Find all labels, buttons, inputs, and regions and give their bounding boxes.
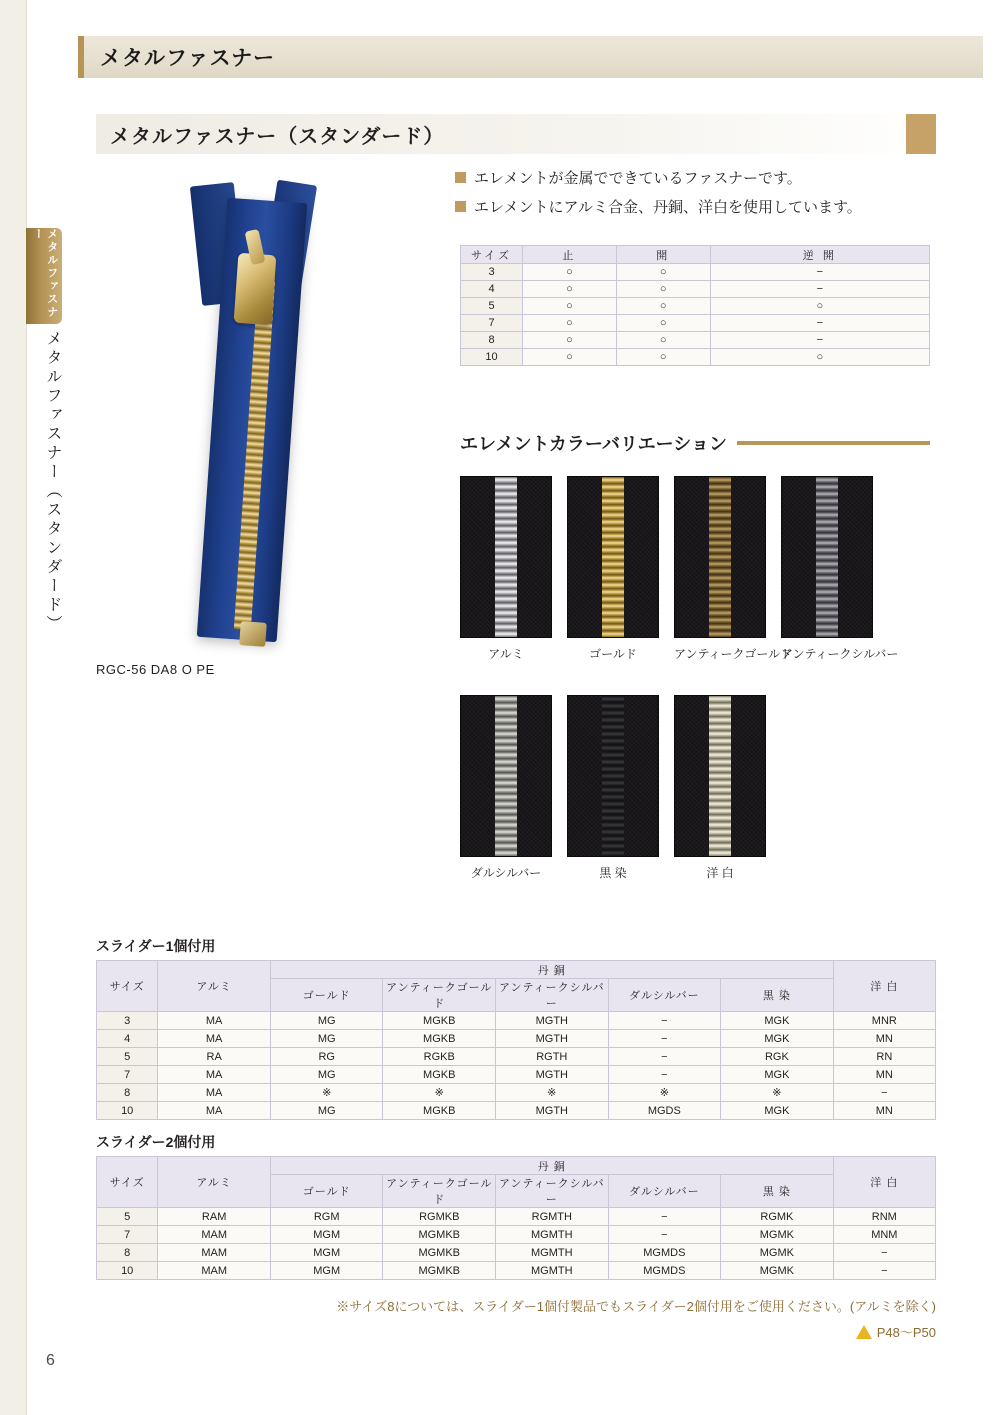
cell-code: MGMDS [608,1262,721,1280]
cell-code: − [608,1066,721,1084]
cell-size: 7 [97,1226,158,1244]
side-vertical-title: メタルファスナー（スタンダード） [44,330,61,634]
cell-size: 10 [97,1262,158,1280]
cell-open-end: ○ [616,264,710,281]
color-swatch-row-2 [460,695,781,881]
swatch-image-gold [567,476,659,638]
cell-reverse-open: − [710,264,929,281]
cell-code: ※ [383,1084,496,1102]
zipper-teeth [495,477,517,637]
table-row [97,1208,936,1226]
cell-code: ※ [270,1084,383,1102]
cell-code: MGMTH [496,1262,609,1280]
table-row [461,349,930,366]
table-row [461,281,930,298]
cell-code: MG [270,1012,383,1030]
table-row [97,1012,936,1030]
cell-code: MA [158,1012,271,1030]
cell-size: 8 [461,332,523,349]
bullet-text: エレメントにアルミ合金、丹銅、洋白を使用しています。 [474,199,862,216]
table-row [461,298,930,315]
swatch-image-antique-gold [674,476,766,638]
page-reference: P48〜P50 [876,1325,936,1340]
bullet-text: エレメントが金属でできているファスナーです。 [474,170,802,187]
cell-code: RGTH [496,1048,609,1066]
slider1-table [96,960,936,1120]
cell-size: 5 [97,1208,158,1226]
table-row [97,1226,936,1244]
column-header-antique-gold: アンティークゴールド [383,1175,496,1208]
page-number: 6 [46,1352,55,1369]
size-availability-table [460,245,930,366]
cell-code: MA [158,1030,271,1048]
swatch-image-nickel [674,695,766,857]
column-header-antique-silver: アンティークシルバー [496,1175,609,1208]
cell-code: − [608,1208,721,1226]
table-row [97,1048,936,1066]
cell-code: RAM [158,1208,271,1226]
cell-open-end: ○ [616,349,710,366]
color-variation-title: エレメントカラーバリエーション [460,434,727,454]
square-bullet-icon [455,201,466,212]
cell-code: − [833,1084,935,1102]
list-item [455,168,945,189]
cell-code: MG [270,1102,383,1120]
cell-closed-end: ○ [523,298,617,315]
column-header-antique-silver: アンティークシルバー [496,979,609,1012]
cell-code: ※ [721,1084,834,1102]
cell-code: MGKB [383,1030,496,1048]
zipper-teeth [495,696,517,856]
cell-size: 3 [461,264,523,281]
zipper-illustration [156,170,346,650]
table-row [97,1084,936,1102]
cell-code: MN [833,1102,935,1120]
cell-size: 4 [97,1030,158,1048]
swatch-label: ダルシルバー [470,866,542,880]
cell-code: MAM [158,1226,271,1244]
cell-code: RGMTH [496,1208,609,1226]
column-group-header-tanbo: 丹 銅 [270,961,833,979]
cell-code: MGTH [496,1066,609,1084]
column-header-nickel: 洋 白 [833,961,935,1012]
swatch-image-black [567,695,659,857]
cell-code: RGMK [721,1208,834,1226]
header-title: メタルファスナー [100,47,276,70]
cell-size: 5 [97,1048,158,1066]
swatch-item [674,476,793,662]
cell-code: MGK [721,1102,834,1120]
product-photo [96,160,426,660]
color-variation-heading [460,430,930,456]
table-row [97,1262,936,1280]
zipper-teeth [709,477,731,637]
column-header-dull-silver: ダルシルバー [608,1175,721,1208]
zipper-bottom-stop [239,621,267,647]
cell-code: MAM [158,1262,271,1280]
table-header-row [461,246,930,264]
cell-code: RGK [721,1048,834,1066]
cell-size: 3 [97,1012,158,1030]
section-title-band [96,114,936,154]
cell-code: − [608,1226,721,1244]
cell-code: MNM [833,1226,935,1244]
swatch-item [460,476,552,662]
footnote-line-2 [856,1322,936,1341]
cell-code: MG [270,1066,383,1084]
cell-code: MGTH [496,1012,609,1030]
left-edge-band [0,0,27,1415]
cell-code: MGTH [496,1030,609,1048]
swatch-image-antique-silver [781,476,873,638]
zipper-teeth [602,696,624,856]
cell-open-end: ○ [616,315,710,332]
cell-code: MGMKB [383,1262,496,1280]
cell-code: MGTH [496,1102,609,1120]
heading-rule [737,441,930,445]
square-bullet-icon [455,172,466,183]
cell-size: 7 [461,315,523,332]
cell-code: MGDS [608,1102,721,1120]
swatch-label: アンティークゴールド [674,647,793,661]
table-row [97,1102,936,1120]
cell-closed-end: ○ [523,315,617,332]
column-group-header-tanbo: 丹 銅 [270,1157,833,1175]
cell-code: MN [833,1030,935,1048]
swatch-item [781,476,899,662]
side-index-tab-label: メタルファスナー [32,228,58,319]
swatch-label: アンティークシルバー [781,647,899,661]
table-row [97,1066,936,1084]
side-index-tab[interactable] [26,228,62,324]
cell-code: RN [833,1048,935,1066]
cell-size: 4 [461,281,523,298]
swatch-label: 洋 白 [706,866,734,880]
cell-code: MG [270,1030,383,1048]
cell-open-end: ○ [616,281,710,298]
cell-code: − [833,1262,935,1280]
list-item [455,197,945,218]
cell-code: MNR [833,1012,935,1030]
cell-closed-end: ○ [523,349,617,366]
slider2-heading: スライダー2個付用 [96,1134,216,1150]
cell-code: ※ [496,1084,609,1102]
zipper-teeth [602,477,624,637]
cell-code: MA [158,1066,271,1084]
cell-open-end: ○ [616,332,710,349]
swatch-image-dull-silver [460,695,552,857]
table-row [461,264,930,281]
cell-code: − [608,1012,721,1030]
cell-reverse-open: ○ [710,298,929,315]
cell-size: 10 [97,1102,158,1120]
cell-code: MGM [270,1244,383,1262]
cell-size: 8 [97,1244,158,1262]
swatch-label: 黒 染 [599,866,627,880]
column-header-antique-gold: アンティークゴールド [383,979,496,1012]
section-title: メタルファスナー（スタンダード） [110,125,445,148]
cell-code: MA [158,1102,271,1120]
column-header-aluminum: アルミ [158,961,271,1012]
column-header: 逆 開 [710,246,929,264]
cell-code: RGKB [383,1048,496,1066]
swatch-item [567,695,659,881]
table-row [461,315,930,332]
footnote-line-1: ※サイズ8については、スライダー1個付製品でもスライダー2個付用をご使用ください。(アルミを除く) [336,1299,936,1314]
column-header-size: サイズ [97,1157,158,1208]
cell-code: MGMK [721,1262,834,1280]
cell-code: − [833,1244,935,1262]
cell-reverse-open: ○ [710,349,929,366]
table-row [97,1244,936,1262]
cell-code: MGMK [721,1244,834,1262]
swatch-item [674,695,766,881]
column-header-gold: ゴールド [270,979,383,1012]
product-photo-caption: RGC-56 DA8 O PE [96,662,215,677]
cell-reverse-open: − [710,281,929,298]
slider2-table [96,1156,936,1280]
column-header: 開 [616,246,710,264]
column-header-black: 黒 染 [721,1175,834,1208]
cell-code: RG [270,1048,383,1066]
cell-code: RGMKB [383,1208,496,1226]
table-row [97,1030,936,1048]
slider1-heading: スライダー1個付用 [96,938,216,954]
zipper-teeth [816,477,838,637]
table-header-row-group [97,961,936,979]
cell-code: RA [158,1048,271,1066]
cell-code: MGK [721,1012,834,1030]
cell-closed-end: ○ [523,281,617,298]
cell-reverse-open: − [710,332,929,349]
cell-code: MGM [270,1226,383,1244]
cell-closed-end: ○ [523,264,617,281]
cell-code: MGKB [383,1012,496,1030]
cell-size: 5 [461,298,523,315]
cell-code: MGK [721,1030,834,1048]
cell-code: MGK [721,1066,834,1084]
cell-code: MGM [270,1262,383,1280]
cell-code: MAM [158,1244,271,1262]
column-header: サイズ [461,246,523,264]
cell-code: MGMDS [608,1244,721,1262]
cell-size: 7 [97,1066,158,1084]
cell-code: MA [158,1084,271,1102]
color-swatch-row-1 [460,476,899,662]
cell-reverse-open: − [710,315,929,332]
section-color-swatch [906,114,936,154]
page-header [78,36,983,78]
column-header-aluminum: アルミ [158,1157,271,1208]
cell-code: MGKB [383,1066,496,1084]
cell-code: MGMKB [383,1226,496,1244]
swatch-label: ゴールド [589,647,637,661]
cell-size: 10 [461,349,523,366]
cell-code: MN [833,1066,935,1084]
column-header-size: サイズ [97,961,158,1012]
cell-code: MGMK [721,1226,834,1244]
table-header-row-group [97,1157,936,1175]
cell-code: MGMKB [383,1244,496,1262]
cell-code: RNM [833,1208,935,1226]
swatch-item [567,476,659,662]
cell-open-end: ○ [616,298,710,315]
swatch-label: アルミ [488,647,524,661]
cell-code: ※ [608,1084,721,1102]
column-header-dull-silver: ダルシルバー [608,979,721,1012]
cell-closed-end: ○ [523,332,617,349]
swatch-item [460,695,552,881]
cell-code: MGMTH [496,1244,609,1262]
cell-code: RGM [270,1208,383,1226]
column-header-nickel: 洋 白 [833,1157,935,1208]
cell-code: − [608,1030,721,1048]
column-header: 止 [523,246,617,264]
warning-triangle-icon [856,1325,872,1339]
cell-size: 8 [97,1084,158,1102]
cell-code: MGKB [383,1102,496,1120]
swatch-image-aluminum [460,476,552,638]
column-header-gold: ゴールド [270,1175,383,1208]
zipper-teeth [709,696,731,856]
cell-code: MGMTH [496,1226,609,1244]
column-header-black: 黒 染 [721,979,834,1012]
feature-bullet-list [455,168,945,226]
table-row [461,332,930,349]
cell-code: − [608,1048,721,1066]
